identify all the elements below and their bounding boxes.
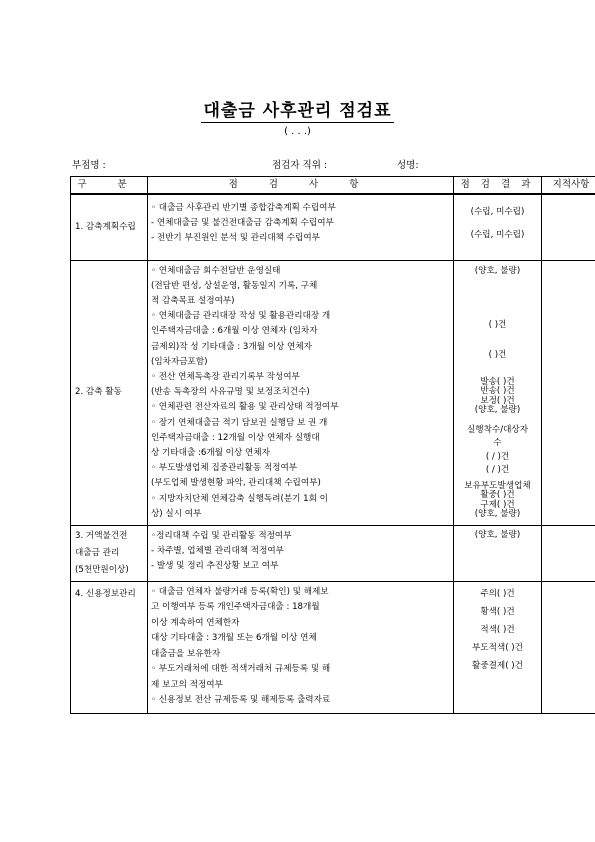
result-cell <box>454 260 542 525</box>
check-item: - 전반기 부진원인 분석 및 관리대책 수립여부 <box>151 233 320 244</box>
result-value: 발송( )건 반송( )건 보정( )건 (양호, 불량) <box>474 376 521 415</box>
check-item: ◦ 부도발생업체 집중관리활동 적정여부 <box>151 463 298 474</box>
column-header-results: 점 검 결 과 <box>454 177 542 195</box>
result-cell <box>454 194 542 260</box>
result-value: ( )건 <box>488 319 507 330</box>
document-title: 대출금 사후관리 점검표 <box>203 101 392 121</box>
check-item: ◦ 연체관련 전산자료의 활용 및 관리상태 적정여부 <box>151 402 339 413</box>
check-item: ◦ 전산 연체독촉장 관리기록부 작성여부 <box>151 371 300 382</box>
table-header-row <box>71 177 595 195</box>
result-value: 보유부도발생업체 활중( )건 구제( )건 (양호, 불량) <box>464 480 531 519</box>
table-row <box>71 260 595 525</box>
result-cell <box>454 525 542 581</box>
category-cell: 3. 거액불건전 대출금 관리 (5천만원이상) <box>71 525 148 581</box>
items-cell <box>148 260 454 525</box>
table-row <box>71 581 595 713</box>
items-cell <box>148 581 454 713</box>
inspector-position-label: 점검자 직위 : <box>272 160 328 171</box>
check-item: ◦ 부도거래처에 대한 적색거래처 규제등록 및 해 제 보고의 적정여부 <box>151 664 331 690</box>
check-item: - 발생 및 정리 추진상황 보고 여부 <box>151 561 279 572</box>
check-item: ◦ 연체대출금 관리대장 작성 및 활용관리대장 개 인주택자금대출 : 6개월 이상 연체자 (임차자 금제외)작 성 기타대출 : 3개월 이상 연체자 (임차자금포함) <box>151 311 331 367</box>
category-cell: 4. 신용정보관리 <box>71 581 148 713</box>
branch-label: 부점명 : <box>72 160 106 171</box>
result-value: 주의( )건 황색( )건 적색( )건 부도적색( )건 활중결제( )건 <box>472 588 523 671</box>
remarks-cell <box>542 525 595 581</box>
check-item: ◦ 신용정보 전산 규제등록 및 해제등록 출력자료 <box>151 695 331 706</box>
items-cell <box>148 194 454 260</box>
category-cell: 1. 감축계획수립 <box>71 194 148 260</box>
result-value: ( )건 <box>488 349 507 360</box>
check-item: (부도업체 발생현황 파악, 관리대책 수립여부) <box>151 478 321 489</box>
result-cell <box>454 581 542 713</box>
table-row <box>71 525 595 581</box>
remarks-cell <box>542 260 595 525</box>
result-value: (수립, 미수립) <box>470 230 525 241</box>
check-item: (반송 독촉장의 사유규명 및 보정조치건수) <box>151 387 310 398</box>
result-value: (양호, 불량) <box>474 265 521 276</box>
category-cell: 2. 감축 활동 <box>71 260 148 525</box>
column-header-category: 구 분 <box>71 177 148 195</box>
inspection-table <box>70 176 595 714</box>
check-item: ◦ 대출금 연체자 불량거래 등록(확인) 및 해제보 고 이행여부 등록 개인주택자금대출 : 18개월 이상 계속하여 연체한자 <box>151 586 329 628</box>
check-item: ◦ 지방자치단체 연체감축 실행독려(분기 1회 이 상) 실시 여부 <box>151 493 328 519</box>
name-label: 성명: <box>397 160 419 171</box>
table-row <box>71 194 595 260</box>
check-item: ◦ 대출금 사후관리 반기별 종합감축계획 수립여부 <box>151 203 336 213</box>
check-item: ◦ 장기 연체대출금 적기 담보권 실행담 보 권 개 인주택자금대출 : 12개월 이상 연체자 실행대 상 기타대출 :6개월 이상 연체자 <box>151 417 328 458</box>
check-item: ◦정리대책 수립 및 관리활동 적정여부 <box>151 530 292 541</box>
remarks-cell <box>542 194 595 260</box>
date-line: ( . . .) <box>284 126 311 137</box>
check-item: 대상 기타대출 : 3개월 또는 6개월 이상 연체 대출금을 보유한자 <box>151 633 317 659</box>
check-item: - 연체대출금 및 불건전대출금 감축계획 수립여부 <box>151 218 334 229</box>
check-item: - 차주별, 업체별 관리대책 적정여부 <box>151 546 284 557</box>
column-header-items: 점 검 사 항 <box>148 177 454 195</box>
result-value: 실행착수/대상자 수 ( / )건 ( / )건 <box>466 424 528 475</box>
remarks-cell <box>542 581 595 713</box>
check-item: (전담반 편성, 상설운영, 활동일지 기록, 구체 적 감축목표 설정여부) <box>151 280 318 306</box>
result-value: (수립, 미수립) <box>470 207 525 217</box>
check-item: ◦ 연체대출금 회수전담반 운영실태 <box>151 265 281 276</box>
column-header-remarks: 지적사항 <box>542 177 595 195</box>
items-cell <box>148 525 454 581</box>
result-value: (양호, 불량) <box>474 529 521 540</box>
